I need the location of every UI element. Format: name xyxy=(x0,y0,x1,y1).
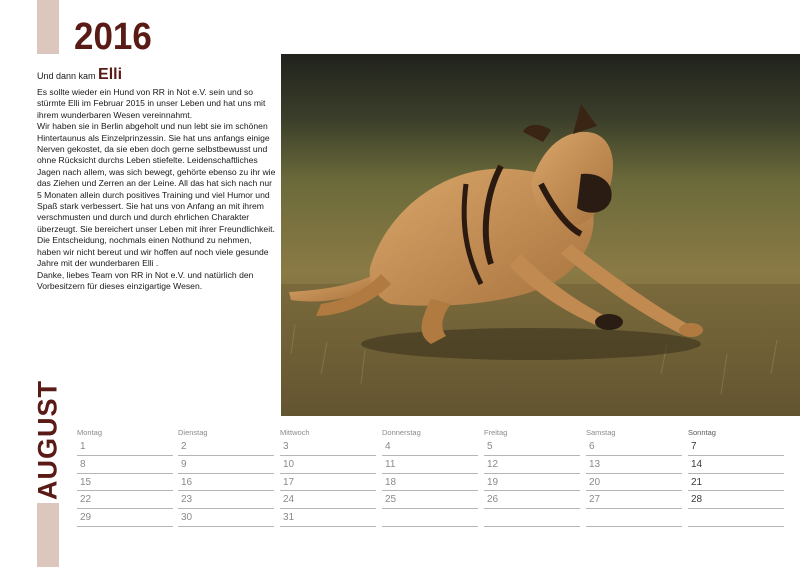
day-cell: 26 xyxy=(484,491,580,509)
story-heading xyxy=(37,66,277,85)
story-intro: Und dann kam xyxy=(37,71,99,81)
day-cell: 2 xyxy=(178,438,274,456)
weekday-header: Samstag xyxy=(586,428,616,437)
decor-bar-top xyxy=(37,0,59,54)
day-cell: 22 xyxy=(77,491,173,509)
weekday-header: Montag xyxy=(77,428,103,437)
day-cell: 14 xyxy=(688,456,784,474)
day-cell: 30 xyxy=(178,509,274,527)
day-cell: 6 xyxy=(586,438,682,456)
weekday-header: Mittwoch xyxy=(280,428,310,437)
day-cell: 8 xyxy=(77,456,173,474)
day-cell xyxy=(586,509,682,527)
day-cell: 5 xyxy=(484,438,580,456)
day-cell: 29 xyxy=(77,509,173,527)
day-cell: 15 xyxy=(77,474,173,492)
day-cell: 27 xyxy=(586,491,682,509)
dog-name: Elli xyxy=(98,66,123,83)
day-cell: 1 xyxy=(77,438,173,456)
month-label-wrapper xyxy=(34,382,62,498)
calendar-col-montag xyxy=(77,428,173,527)
story-block xyxy=(37,66,277,292)
weekday-header: Dienstag xyxy=(178,428,208,437)
day-cell: 12 xyxy=(484,456,580,474)
day-cell: 28 xyxy=(688,491,784,509)
calendar-col-sonntag xyxy=(688,428,784,527)
day-cell: 10 xyxy=(280,456,376,474)
weekday-header: Freitag xyxy=(484,428,508,437)
calendar-col-samstag xyxy=(586,428,682,527)
story-text: Es sollte wieder ein Hund von RR in Not e.V. sein und so stürmte Elli im Februar 2015 in unser Leben und hat uns mit ihrem wunderbaren Wesen vereinnahmt. Wir haben sie in Berlin abgeholt und nun lebt sie im schönen Hintertaunus als Einzelprinzessin. Sie hat uns anfangs einige Nerven gekostet, da sie eben doch gerne selbstbewusst und ohne Rücksicht durchs Leben stiefelte. Leidenschaftliches Jagen nach allem, was sich bewegt, gehörte ebenso zu ihr wie das Ziehen und Zerren an der Leine. All das hat sich nach nur 5 Monaten allein durch positives Training und viel Humor und Spaß stark verbessert. Sie hat uns von Anfang an mit ihrem verschmusten und durch und durch ehrlichen Charakter überzeugt. Sie bereichert unser Leben mit ihrer Freundlichkeit. Die Entscheidung, nochmals einen Nothund zu nehmen, haben wir nicht bereut und wir hoffen auf noch viele gesunde Jahre mit der wunderbaren Elli . Danke, liebes Team von RR in Not e.V. und natürlich den Vorbesitzern für dieses einzigartige Wesen. xyxy=(37,87,276,291)
day-cell: 20 xyxy=(586,474,682,492)
calendar-col-mittwoch xyxy=(280,428,376,527)
day-cell: 3 xyxy=(280,438,376,456)
calendar-col-dienstag xyxy=(178,428,274,527)
day-cell: 16 xyxy=(178,474,274,492)
dog-photo xyxy=(281,54,800,416)
calendar-col-freitag xyxy=(484,428,580,527)
day-cell: 19 xyxy=(484,474,580,492)
day-cell xyxy=(688,509,784,527)
weekday-header: Sonntag xyxy=(688,428,716,437)
day-cell: 21 xyxy=(688,474,784,492)
decor-bar-bottom xyxy=(37,503,59,567)
day-cell: 18 xyxy=(382,474,478,492)
day-cell: 13 xyxy=(586,456,682,474)
weekday-header: Donnerstag xyxy=(382,428,421,437)
day-cell: 9 xyxy=(178,456,274,474)
day-cell: 4 xyxy=(382,438,478,456)
day-cell xyxy=(484,509,580,527)
day-cell: 31 xyxy=(280,509,376,527)
day-cell: 7 xyxy=(688,438,784,456)
day-cell: 17 xyxy=(280,474,376,492)
year-title: 2016 xyxy=(74,16,152,58)
day-cell: 25 xyxy=(382,491,478,509)
day-cell: 24 xyxy=(280,491,376,509)
month-label: AUGUST xyxy=(32,380,63,500)
day-cell xyxy=(382,509,478,527)
day-cell: 11 xyxy=(382,456,478,474)
calendar-col-donnerstag xyxy=(382,428,478,527)
day-cell: 23 xyxy=(178,491,274,509)
